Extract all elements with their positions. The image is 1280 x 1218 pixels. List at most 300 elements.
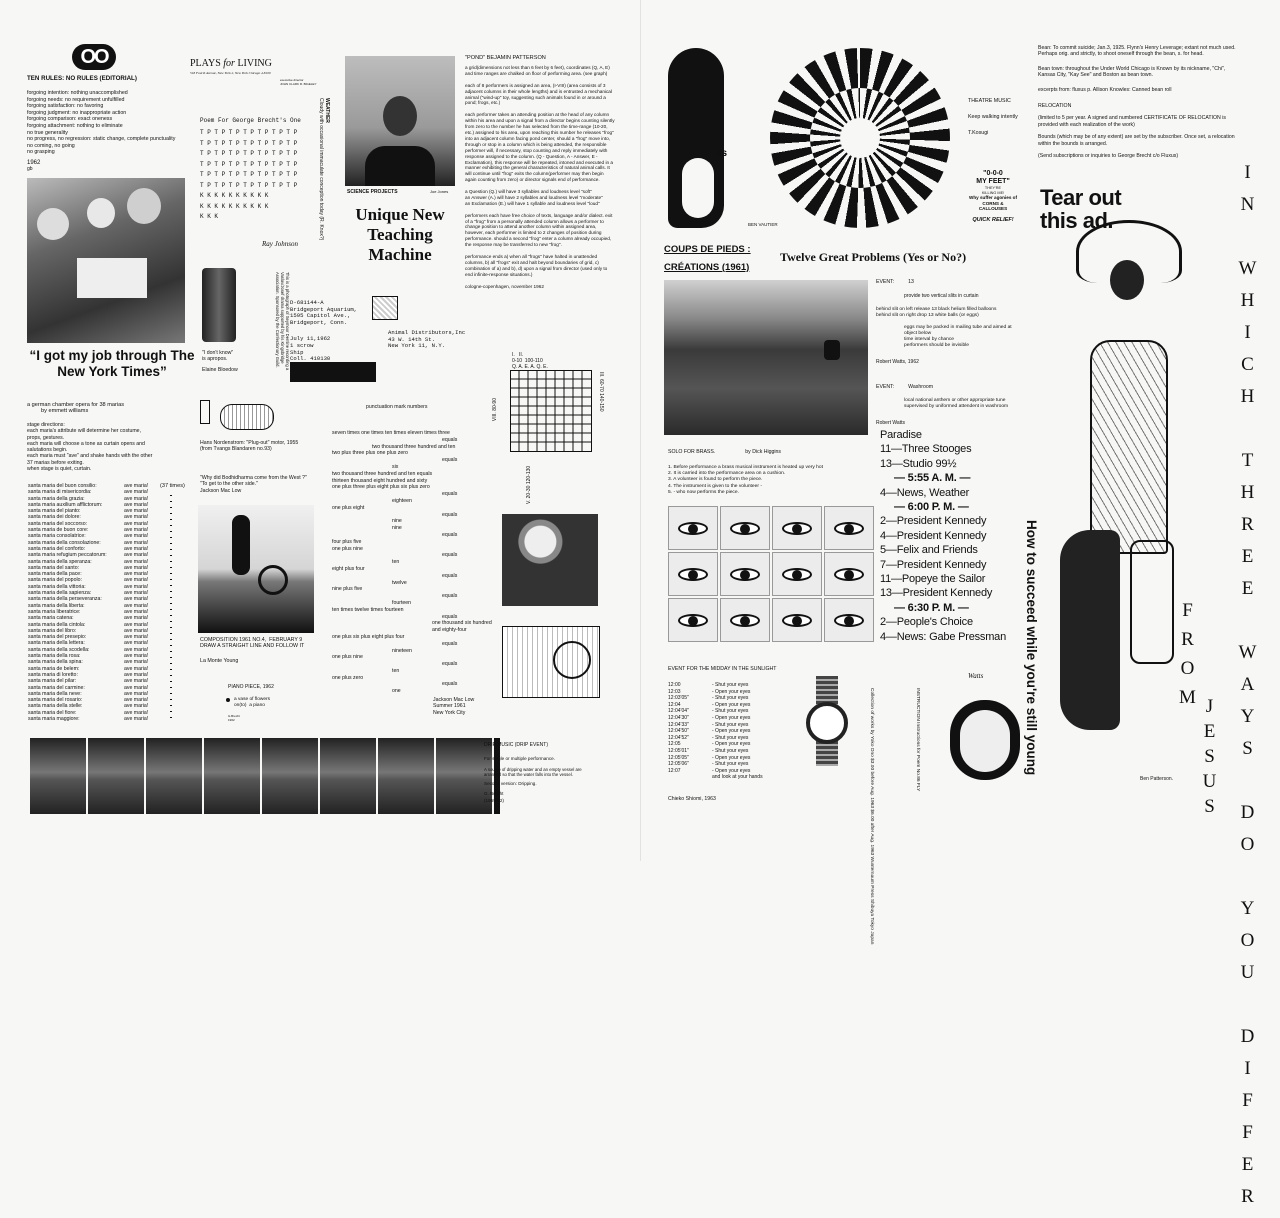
maria-ave: ave maria!: [124, 653, 149, 660]
maria-name: santa maria di loretto:: [28, 671, 78, 678]
science-photo: [345, 56, 455, 186]
numbers-line: twelve: [392, 579, 407, 586]
tv-line: 11—Popeye the Sailor: [880, 573, 986, 586]
midday-action: - Open your eyes: [712, 688, 751, 695]
oo-logo: OO: [72, 44, 116, 70]
numbers-line: one: [392, 688, 401, 695]
midday-last: and look at your hands: [712, 774, 763, 781]
numbers-line: equals: [442, 511, 458, 518]
succeed-vertical-text: How to succeed while you're still young: [1024, 520, 1039, 776]
from-vertical-text: FROM: [1177, 600, 1198, 716]
eye-photo-cell: [824, 552, 874, 596]
maria-ave: ave maria!: [124, 697, 149, 704]
editorial-line: no grasping: [27, 149, 55, 156]
midday-row: [668, 755, 798, 762]
maria-name: santa maria di misericordia:: [28, 489, 92, 496]
event2-text: local national anthem or other appropriate tune supervised by uniformed attendent in washroom: [904, 398, 1009, 409]
midday-row: [668, 741, 798, 748]
editorial-year: 1962: [27, 159, 41, 166]
maria-name: santa maria refugium peccatorum:: [28, 552, 107, 559]
in-which-vertical-text: IN WHICH THREE WAYS DO YOU DIFFER: [1237, 162, 1258, 1218]
maria-ave: ave maria!: [124, 602, 149, 609]
pond-grid-bottom: V. 20-30 120-130: [526, 465, 532, 504]
numbers-line: nine: [392, 525, 402, 532]
maria-ave: ave maria!: [124, 558, 149, 565]
idontknow-text: "I don't know" is apropos.: [202, 350, 234, 363]
opera-block: [27, 402, 207, 472]
midday-time: 12:00: [668, 682, 681, 688]
maria-name: santa maria catena:: [28, 615, 74, 622]
machine-illustration: [502, 626, 600, 698]
maria-ave: ave maria!: [124, 640, 149, 647]
tv-line: 2—President Kennedy: [880, 515, 987, 528]
vautier-label: ils: [716, 148, 728, 159]
editorial-line: forgoing needs: no requirement unfulfilled: [27, 96, 125, 103]
tv-line: 4—News, Weather: [880, 486, 970, 499]
opera-times: (37 times): [160, 483, 185, 489]
event1-line: provide two vertical slits in curtain: [904, 293, 979, 299]
plays-title-for: for: [223, 58, 235, 69]
vautier-credit: BEN VAUTIER: [748, 222, 778, 227]
page-fold: [640, 0, 641, 861]
maria-ave: ave maria!: [124, 583, 149, 590]
maria-name: santa maria del fiore:: [28, 709, 77, 716]
numbers-line: ten times twelve times fourteen: [332, 606, 404, 613]
eye-photo-cell: [824, 506, 874, 550]
maria-ave: ave maria!: [124, 671, 149, 678]
tp-line: T P T P T P T P T P T P T P: [200, 139, 298, 147]
maria-name: santa maria del presepio:: [28, 634, 87, 641]
drip-desc: For single or multiple performance.: [484, 756, 555, 761]
composition-title: COMPOSITION 1961 NO.4, FEBRUARY 9 DRAW A STRAIGHT LINE AND FOLLOW IT: [200, 637, 305, 650]
event1-more: eggs may be packed in mailing tube and aimed at object below time interval by chance performers should be invisible: [904, 325, 1012, 348]
opera-title: a german chamber opera for 38 marias: [27, 402, 125, 408]
editorial-line: forgoing comparison: exact oneness: [27, 116, 113, 123]
tp-line: T P T P T P T P T P T P T P: [200, 160, 298, 168]
plays-address: 518 Fourth Avenue, New York 2, New York Chicago 4-8100: [190, 71, 271, 75]
yoko-ono-instruction: INSTRUCTION Instructions for Poem No.86 FLY: [915, 688, 920, 792]
maria-name: santa maria dei dolore:: [28, 514, 81, 521]
jesus-vertical-text: JESUS: [1199, 696, 1220, 821]
midday-row: [668, 761, 798, 768]
tp-line: T P T P T P T P T P T P T P: [200, 150, 298, 157]
eye-icon: [730, 568, 760, 581]
editorial-block: [27, 75, 197, 172]
midday-time: 12:03'05": [668, 695, 689, 702]
maria-name: santa maria del santo:: [28, 564, 80, 571]
maria-ave: ave maria!: [124, 703, 149, 710]
maria-name: santa maria della pace:: [28, 571, 82, 578]
midday-action: - Open your eyes: [712, 714, 751, 721]
midday-time: 12:04'33": [668, 721, 689, 728]
maria-name: santa maria della spina:: [28, 659, 83, 666]
pond-block: [465, 55, 615, 289]
foot-print-image: [668, 48, 724, 228]
maria-name: santa maria della lettera:: [28, 640, 85, 647]
corns-ad-sub: THEY'RE KILLING ME!: [981, 186, 1005, 195]
pond-grid-top: I. II. 0-10 100-110 Q. A. E. A. Q. E.: [512, 352, 548, 370]
numbers-line: six: [392, 463, 399, 470]
tv-line: 4—President Kennedy: [880, 529, 987, 542]
numbers-line: nineteen: [392, 647, 412, 654]
eye-icon: [782, 614, 812, 627]
midday-action: - Shut your eyes: [712, 682, 749, 688]
maria-name: santa maria consolatrice:: [28, 533, 86, 540]
numbers-poem: [332, 430, 492, 695]
drip-author: G. Brecht (1959-62): [484, 791, 504, 803]
plays-title-pre: PLAYS: [190, 58, 221, 69]
maria-ave: ave maria!: [124, 596, 149, 603]
eye-photo-cell: [720, 598, 770, 642]
event1-author: Robert Watts, 1962: [876, 359, 919, 365]
maria-name: santa maria della neve:: [28, 690, 82, 697]
maria-name: santa maria della vittoria:: [28, 583, 86, 590]
maria-ave: ave maria!: [124, 608, 149, 615]
maria-ave: ave maria!: [124, 483, 149, 489]
midday-time: 12:04'04": [668, 708, 689, 715]
maria-ave: ave maria!: [124, 621, 149, 628]
drip-block: [484, 742, 614, 804]
vertical-caption: This is a photograph of Seymour Dentine recording a Vaslav/Josef drama supported by his Kingsbridge Association. Sponsored by the Confectionary Guild.: [275, 272, 290, 371]
maria-ave: ave maria!: [124, 501, 149, 508]
maria-name: santa maria della stelle:: [28, 703, 83, 710]
numbers-line: two plus three plus one plus zero: [332, 450, 408, 457]
piano-author: G.Brecht 1962: [228, 714, 240, 722]
watts-event-2: [876, 384, 1046, 426]
maria-ave: ave maria!: [124, 489, 149, 496]
tv-line: Paradise: [880, 429, 922, 441]
maria-name: santa maria della consolazione:: [28, 539, 101, 546]
eye-icon: [782, 568, 812, 581]
ticket-line: 1595 Capitol Ave.,: [290, 312, 351, 320]
tv-line: — 5:55 A. M. —: [894, 472, 971, 485]
eye-photo-cell: [720, 552, 770, 596]
maria-name: santa maria del buon consilio:: [28, 483, 97, 489]
editorial-line: forgoing intention: nothing unaccomplished: [27, 90, 128, 96]
midday-row: [668, 728, 798, 735]
bean-p3: excerpts from: fluxus p. Allison Knowles: Canned bean roll: [1038, 86, 1172, 93]
maria-ave: ave maria!: [124, 545, 149, 552]
maria-ave: ave maria!: [124, 659, 149, 666]
tv-line: — 6:30 P. M. —: [894, 601, 969, 614]
midday-row: [668, 702, 798, 709]
eye-icon: [730, 614, 760, 627]
numbers-line: one plus nine: [332, 654, 363, 661]
bodhidharma-text: "Why did Bodhidharma come from the West ?" "To get to the other side." Jackson Mac Low: [200, 475, 307, 494]
can-object-image: [202, 268, 236, 342]
tv-line: 13—President Kennedy: [880, 587, 993, 600]
numbers-line: equals: [442, 640, 458, 647]
numbers-line: nine plus five: [332, 586, 363, 593]
science-label: SCIENCE PROJECTS: [347, 189, 398, 195]
numbers-line: equals: [442, 572, 458, 579]
numbers-line: eighteen: [392, 497, 412, 504]
tv-line: 2—People's Choice: [880, 616, 973, 629]
editorial-lines: [27, 90, 197, 156]
numbers-poem-author: Jackson Mac Low Summer 1961 New York City: [433, 697, 475, 716]
editorial-line: no progress, no regression: static change, complete punctuality: [27, 136, 176, 143]
eye-photo-cell: [824, 598, 874, 642]
numbers-line: one thousand six hundred and eighty-four: [432, 620, 492, 634]
event1-label: EVENT:: [876, 279, 895, 285]
midday-row: [668, 748, 798, 755]
midday-action: - Open your eyes: [712, 701, 751, 708]
maria-ave: ave maria!: [124, 520, 149, 527]
opera-directions: stage directions: each maria's attribute will determine her costume, props, gestures. each maria will choose a tone as curtain opens and salutations begin. each maria must "ave" and shake hands with the other 37 marias before exiting. when stage is quiet, curtain.: [27, 422, 153, 473]
midday-rows: [668, 682, 798, 774]
coups-title-1: COUPS DE PIEDS :: [664, 244, 751, 255]
corns-ad: [964, 170, 1022, 223]
ticket-line: D-681144-A: [290, 299, 324, 306]
opera-author: by emmett williams: [41, 408, 89, 414]
brass-block: [668, 449, 868, 496]
motor-caption: Hans Nordenstrom: "Plug-out" motor, 1955 (from Tvangs Blandaren no.93): [200, 440, 299, 453]
maria-ave: ave maria!: [124, 634, 149, 641]
tear-out-ad: Tear out this ad.: [1040, 185, 1122, 233]
midday-action: - Shut your eyes: [712, 761, 749, 768]
tv-line: 4—News: Gabe Pressman: [880, 630, 1007, 643]
corns-ad-body: Why suffer agonies of CORNS & CALLOUSES: [969, 195, 1017, 211]
ray-johnson-signature: Ray Johnson: [262, 240, 298, 248]
event1-number: 13: [908, 279, 914, 285]
poem-title: Poem For George Brecht's One: [200, 117, 301, 124]
numbers-line: thirteen thousand eight hundred and sixty: [332, 477, 428, 484]
baby-face-image: [950, 700, 1020, 780]
editorial-line: no coming, no going: [27, 142, 75, 149]
maria-name: santa maria della cintola:: [28, 621, 86, 628]
maria-name: santa maria del pilar:: [28, 678, 77, 685]
woman-flowers-photo: [502, 514, 598, 606]
numbers-line: equals: [442, 491, 458, 498]
maria-name: santa maria del carmine:: [28, 684, 85, 691]
drip-title: DRIP MUSIC (DRIP EVENT): [484, 742, 548, 748]
numbers-line: two thousand three hundred and ten: [372, 443, 456, 450]
numbers-line: one plus three plus eight plus six plus zero: [332, 484, 430, 491]
midday-row: [668, 768, 798, 775]
midday-time: 12:05'01": [668, 747, 689, 754]
theatre-music-text: Keep walking intently: [968, 114, 1018, 120]
numbers-line: equals: [442, 552, 458, 559]
coups-title-2: CRÉATIONS (1961): [664, 262, 750, 273]
ticket-lines: [290, 300, 380, 326]
maria-name: santa maria della perseveranza:: [28, 596, 102, 603]
relocation-send: (Send subscriptions or inquiries to George Brecht c/o Fluxus): [1038, 153, 1179, 160]
numbers-line: equals: [442, 613, 458, 620]
midday-event: [668, 666, 798, 802]
film-strip: [30, 738, 500, 814]
event1-text: behind slit on left release 13 black helium filled balloons behind slit on right drop 13 white balls (or eggs): [876, 307, 997, 318]
midday-time: 12:04: [668, 701, 681, 708]
nyt-ad-headline: “I got my job through The New York Times”: [29, 348, 195, 379]
k-line-short: K K K: [200, 213, 219, 220]
numbers-line: equals: [442, 593, 458, 600]
midday-action: - Shut your eyes: [712, 695, 749, 702]
maria-dots: [170, 495, 172, 720]
eye-icon: [782, 522, 812, 535]
weather-head: WEATHER: [324, 98, 330, 123]
maria-ave: ave maria!: [124, 514, 149, 521]
midday-action: - Open your eyes: [712, 767, 751, 774]
tv-line: 13—Studio 99½: [880, 457, 957, 470]
tv-line: — 6:00 P. M. —: [894, 501, 969, 514]
eyes-grid: [668, 506, 874, 642]
tv-line: 11—Three Stooges: [880, 443, 972, 456]
eye-icon: [678, 614, 708, 627]
midday-action: - Open your eyes: [712, 728, 751, 735]
ticket-black-bar: [290, 362, 376, 382]
maria-ave: ave maria!: [124, 552, 149, 559]
maria-ave: ave maria!: [124, 615, 149, 622]
numbers-line: four plus five: [332, 538, 362, 545]
maria-name: santa maria maggiore:: [28, 715, 80, 722]
drip-text: A source of dripping water and an empty vessel are arranged so that the water falls into the vessel.: [484, 767, 582, 778]
plays-credit: executive director JOHN CLARK R. BIGELEY: [280, 78, 317, 86]
maria-ave: ave maria!: [124, 665, 149, 672]
plays-title-post: LIVING: [237, 58, 272, 69]
idontknow-author: Elaine Bloedow: [202, 367, 238, 373]
maria-ave: ave maria!: [124, 690, 149, 697]
classroom-photo: [27, 178, 185, 343]
maria-name: santa maria del pianto:: [28, 508, 81, 515]
maria-ave: ave maria!: [124, 590, 149, 597]
k-line: K K K K K K K K K K: [200, 192, 269, 199]
eye-icon: [834, 522, 864, 535]
editorial-title: TEN RULES: NO RULES (EDITORIAL): [27, 75, 137, 82]
science-credit: Joe Jones: [430, 189, 449, 194]
pond-text: a grid(dimensions not less than 6 feet by 6 feet), coordinates (Q, A, E) and time ranges are chalked on floor of performing area. (see graph) each of 8 performers is assigned an area, (I-VIII) (area consists of 3 adjacent columns in their whole lengths) and is entrusted a mechanical animal ("wind-up" toy, suggesting such animals found in or around a pond; frogs, etc.) each performer takes an attending position at the head of any column within his area and upon a signal from a director begins counting silently from zero to the number he has selected from the time-range (10-20, etc.) assigned to his area, upon reaching this number he releases "frog" into an adjacent column facing pond center, should a "frog" move into, through or stop in a column which is being attended, the responsible performer will, if necessary, stop counting and reply immediately with response assigned to the column. (Q - Question, A - Answer, E - Exclamation), this response will be repeated, intoned and executed in a manner exhibiting the general characteristics of natural animal calls. It will continue until "frog" exits the column(performer may then begin again counting from zero) or director signals end of performance. a Question (Q.) will have 3 syllables and loudness level "soft" an Answer (A.) will have 2 syllables and loudness level "moderate" an Exclamation (E.) will have 1 syllable and loudness level "loud" performers each have free choice of texts, language and/or dialect. exit of a "frog" from a personally attended column allows a performer to change position to attend another column within assigned area, however, each performer is limited to 2 changes of position during performance. should a second "frog" enter a column already occupied, the response may be transferred to new "frog". performance ends a) when all "frogs" have halted in unattended columns, b) all "frogs" exit and halt beyond boundaries of grid, c) combination of a) and b), d) upon a signal from director (used only to end infinite-response situations.) cologne-copenhagen, november 1962: [465, 65, 615, 289]
eye-icon: [730, 522, 760, 535]
maria-ave: ave maria!: [124, 646, 149, 653]
maria-name: santa maria de buon core:: [28, 527, 89, 534]
tp-typewriter-block: [200, 128, 297, 191]
eye-icon: [678, 568, 708, 581]
maria-ave: ave maria!: [124, 495, 149, 502]
drip-second: Second version: Dripping.: [484, 781, 537, 787]
k-line: K K K K K K K K K K: [200, 202, 269, 210]
twelve-problems-title: Twelve Great Problems (Yes or No?): [780, 250, 967, 264]
numbers-line: eight plus four: [332, 565, 365, 572]
ticket-stamp: [372, 296, 398, 320]
wristwatch-image: [806, 676, 850, 766]
eye-photo-cell: [668, 506, 718, 550]
motor-image: [200, 396, 280, 436]
tp-line: T P T P T P T P T P T P T P: [200, 181, 298, 189]
ticket-line: Bridgeport Aquarium,: [290, 305, 358, 313]
numbers-line: equals: [442, 436, 458, 443]
relocation-text: (limited to 5 per year. A signed and numbered CERTIFICATE OF RELOCATION is provided with each realization of the work): [1038, 115, 1226, 128]
midday-row: [668, 708, 798, 715]
event2-author: Robert Watts: [876, 420, 905, 426]
maria-name: santa maria della sapienza:: [28, 590, 92, 597]
midday-time: 12:05'06": [668, 761, 689, 768]
pond-grid: [510, 370, 592, 452]
maria-ave: ave maria!: [124, 577, 149, 584]
maria-name: santa maria della speranza:: [28, 558, 92, 565]
punctuation-caption: punctuation mark numbers: [366, 404, 428, 410]
numbers-line: equals: [442, 457, 458, 464]
midday-time: 12:04'52": [668, 734, 689, 741]
maria-name: santa maria della scodella:: [28, 646, 90, 653]
plays-for-living-header: [190, 58, 330, 86]
editorial-line: no true generality: [27, 129, 68, 136]
editorial-line: forgoing attachment: nothing to eliminate: [27, 122, 123, 129]
editorial-line: forgoing satisfaction: no favoring: [27, 103, 104, 110]
maria-name: santa maria de belem:: [28, 665, 80, 672]
numbers-line: ten: [392, 559, 400, 566]
midday-row: [668, 682, 798, 689]
midday-action: - Shut your eyes: [712, 721, 749, 728]
maria-ave: ave maria!: [124, 571, 149, 578]
maria-row: [28, 716, 158, 722]
maria-name: santa maria del libro:: [28, 627, 77, 634]
maria-name: santa maria del popolo:: [28, 577, 82, 584]
tp-line: T P T P T P T P T P T P T P: [200, 171, 298, 178]
eye-photo-cell: [772, 506, 822, 550]
midday-row: [668, 695, 798, 702]
numbers-line: one plus six plus eight plus four: [332, 633, 405, 640]
maria-name: santa maria del soccorso:: [28, 520, 88, 527]
midday-time: 12:04'30": [668, 714, 689, 721]
watts-event-1: [876, 279, 1046, 365]
maria-name: santa maria della grazia:: [28, 495, 85, 502]
weather-text: Cloudy with occasional immaculate conception today (R. Knox?): [318, 98, 324, 241]
maria-ave: ave maria!: [124, 508, 149, 515]
maria-name: santa maria auxilium afflictorum:: [28, 501, 103, 508]
brass-lines: 1. Before performance a brass musical instrument is heated up very hot 2. It is carried into the performance area on a cushion. 3. A volunteer is found to perform the piece. 4. The instrument is given to the volunteer - 5. - who now performs the piece.: [668, 465, 823, 495]
landscape-photo: [664, 280, 868, 435]
numbers-line: fourteen: [392, 599, 412, 606]
numbers-line: equals: [442, 661, 458, 668]
midday-time: 12:05: [668, 741, 681, 748]
k-typewriter-block: [200, 191, 268, 223]
eye-photo-cell: [668, 598, 718, 642]
numbers-line: one plus eight: [332, 504, 365, 511]
numbers-line: ten: [392, 667, 400, 674]
science-headline: Unique New Teaching Machine: [355, 205, 445, 264]
ticket-date: July 11,1962: [290, 335, 331, 343]
eye-icon: [834, 568, 864, 581]
bean-p2: Bean town: throughout the Under World Chicago is Known by its nickname, "Chi", Kansas City, "Kay See" and Boston as bean town.: [1038, 65, 1226, 79]
eye-photo-cell: [720, 506, 770, 550]
maria-ave: ave maria!: [124, 564, 149, 571]
ticket-items: 1 scrow Ship Coll. 410130: [290, 341, 331, 363]
composition-photo: [198, 505, 314, 633]
corns-ad-head: "0-0-0 MY FEET": [976, 170, 1010, 185]
maria-ave: ave maria!: [124, 627, 149, 634]
theatre-music-author: T.Kosugi: [968, 130, 989, 136]
bean-block: [1038, 45, 1238, 159]
maria-ave: ave maria!: [124, 678, 149, 685]
piano-title: PIANO PIECE, 1962: [228, 684, 274, 690]
brass-author: by Dick Higgins: [745, 449, 782, 455]
midday-action: - Open your eyes: [712, 741, 751, 748]
tp-line: T P T P T P T P T P T P T P: [200, 129, 298, 136]
midday-row: [668, 689, 798, 696]
spiral-image: [770, 48, 950, 228]
midday-row: [668, 722, 798, 729]
maria-ave: ave maria!: [124, 533, 149, 540]
ticket-line: Bridgeport, Conn.: [290, 318, 348, 326]
maria-ave: ave maria!: [124, 539, 149, 546]
eye-photo-cell: [668, 552, 718, 596]
midday-time: 12:05'05": [668, 754, 689, 761]
ticket-distributor: Animal Distributors,Inc 43 W. 14th St. New York 11, N.Y.: [388, 329, 466, 350]
numbers-line: one plus zero: [332, 674, 364, 681]
brass-title: SOLO FOR BRASS.: [668, 449, 716, 455]
midday-action: - Shut your eyes: [712, 734, 749, 741]
midday-action: - Shut your eyes: [712, 708, 749, 715]
relocation-bounds: Bounds (which may be of any extent) are set by the subscriber. Once set, a relocation within the bounds is arranged.: [1038, 134, 1235, 147]
